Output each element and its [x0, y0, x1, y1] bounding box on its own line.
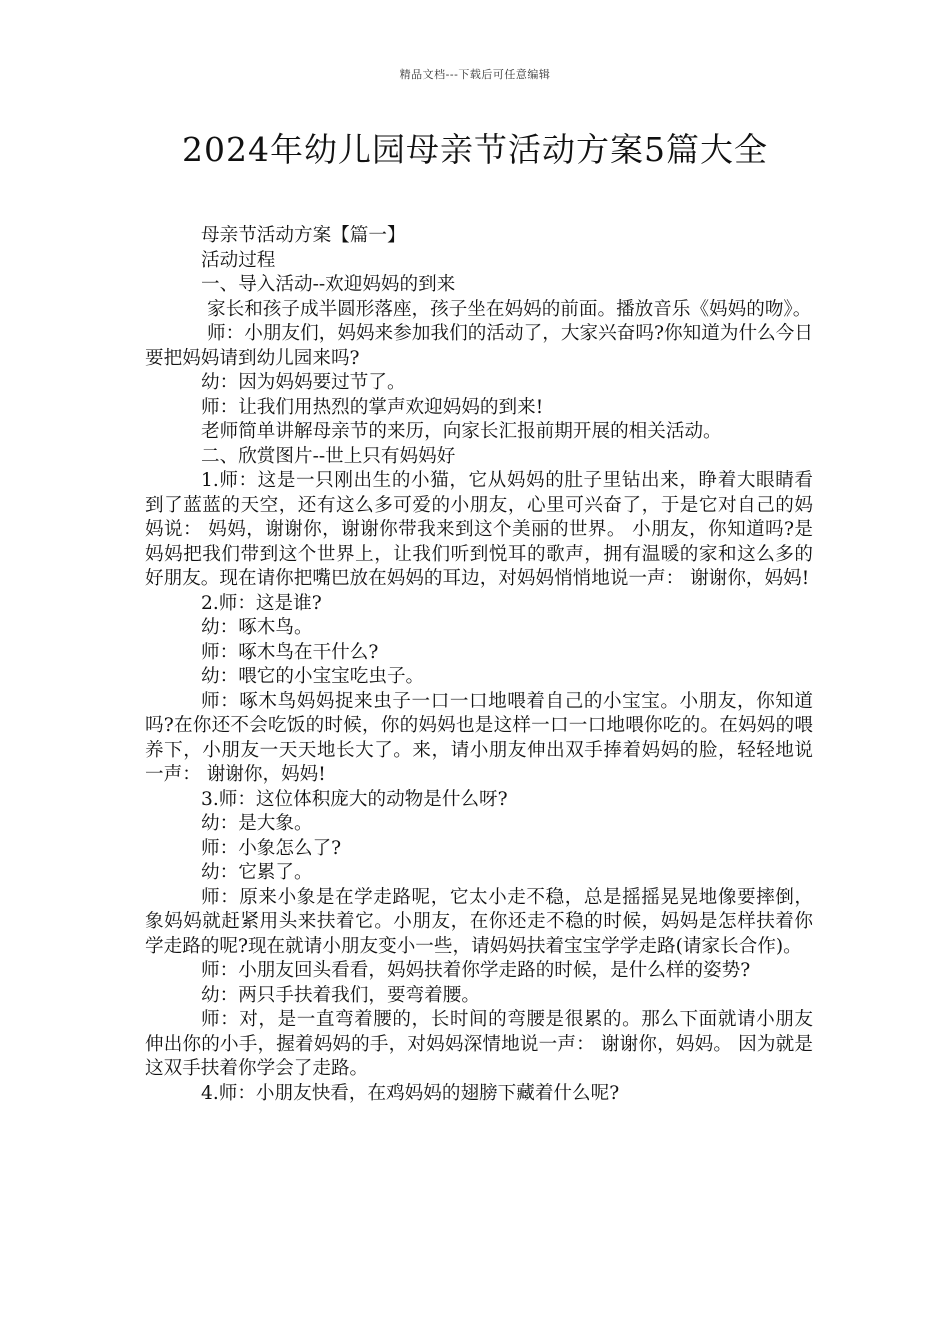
paragraph: 师：原来小象是在学走路呢，它太小走不稳，总是摇摇晃晃地像要摔倒，象妈妈就赶紧用头来扶着它。小朋友，在你还走不稳的时候，妈妈是怎样扶着你学走路的呢?现在就请小朋友变小一些，请妈妈扶着宝宝学学走路(请家长合作)。: [145, 886, 813, 957]
paragraph: 幼：两只手扶着我们，要弯着腰。: [201, 984, 480, 1006]
paragraph: 师：小朋友们，妈妈来参加我们的活动了，大家兴奋吗?你知道为什么今日要把妈妈请到幼儿园来吗?: [145, 323, 813, 369]
paragraph: 师：对，是一直弯着腰的，长时间的弯腰是很累的。那么下面就请小朋友伸出你的小手，握着妈妈的手，对妈妈深情地说一声： 谢谢你，妈妈。 因为就是这双手扶着你学会了走路。: [145, 1009, 813, 1079]
document-body: [145, 224, 813, 1106]
paragraph: 幼：因为妈妈要过节了。: [201, 372, 406, 393]
paragraph: 家长和孩子成半圆形落座，孩子坐在妈妈的前面。播放音乐《妈妈的吻》。: [207, 298, 812, 320]
paragraph: 3.师：这位体积庞大的动物是什么呀?: [201, 788, 508, 810]
paragraph: 1.师：这是一只刚出生的小猫，它从妈妈的肚子里钻出来，睁着大眼睛看到了蓝蓝的天空，还有这么多可爱的小朋友，心里可兴奋了，于是它对自己的妈妈说： 妈妈，谢谢你，谢谢你带我来到这个美丽的世界。 小朋友，你知道吗?是妈妈把我们带到这个世界上，让我们听到悦耳的歌声，拥有温暖的家和这么多的好朋友。现在请你把嘴巴放在妈妈的耳边，对妈妈悄悄地说一声： 谢谢你，妈妈!: [145, 470, 813, 589]
paragraph: 母亲节活动方案【篇一】: [201, 225, 406, 246]
paragraph: 一、导入活动--欢迎妈妈的到来: [201, 274, 456, 295]
paragraph: 幼：它累了。: [201, 862, 313, 883]
paragraph: 师：小象怎么了?: [201, 837, 342, 859]
paragraph: 幼：啄木鸟。: [201, 617, 313, 638]
paragraph: 师：啄木鸟在干什么?: [201, 641, 379, 663]
paragraph: 师：让我们用热烈的掌声欢迎妈妈的到来!: [201, 396, 544, 418]
document-title: 2024年幼儿园母亲节活动方案5篇大全: [182, 130, 768, 169]
paragraph: 老师简单讲解母亲节的来历，向家长汇报前期开展的相关活动。: [201, 421, 722, 442]
paragraph: 2.师：这是谁?: [201, 592, 322, 614]
paragraph: 活动过程: [201, 249, 276, 271]
paragraph: 幼：喂它的小宝宝吃虫子。: [201, 666, 425, 687]
paragraph: 二、欣赏图片--世上只有妈妈好: [201, 445, 456, 467]
paragraph: 师：啄木鸟妈妈捉来虫子一口一口地喂着自己的小宝宝。小朋友，你知道吗?在你还不会吃饭的时候，你的妈妈也是这样一口一口地喂你吃的。在妈妈的喂养下，小朋友一天天地长大了。来，请小朋友伸出双手捧着妈妈的脸，轻轻地说一声： 谢谢你，妈妈!: [145, 690, 813, 785]
paragraph: 4.师：小朋友快看，在鸡妈妈的翅膀下藏着什么呢?: [201, 1082, 620, 1104]
paragraph: 幼：是大象。: [201, 813, 313, 834]
header-note: 精品文档---下载后可任意编辑: [399, 68, 551, 81]
paragraph: 师：小朋友回头看看，妈妈扶着你学走路的时候，是什么样的姿势?: [201, 960, 751, 981]
